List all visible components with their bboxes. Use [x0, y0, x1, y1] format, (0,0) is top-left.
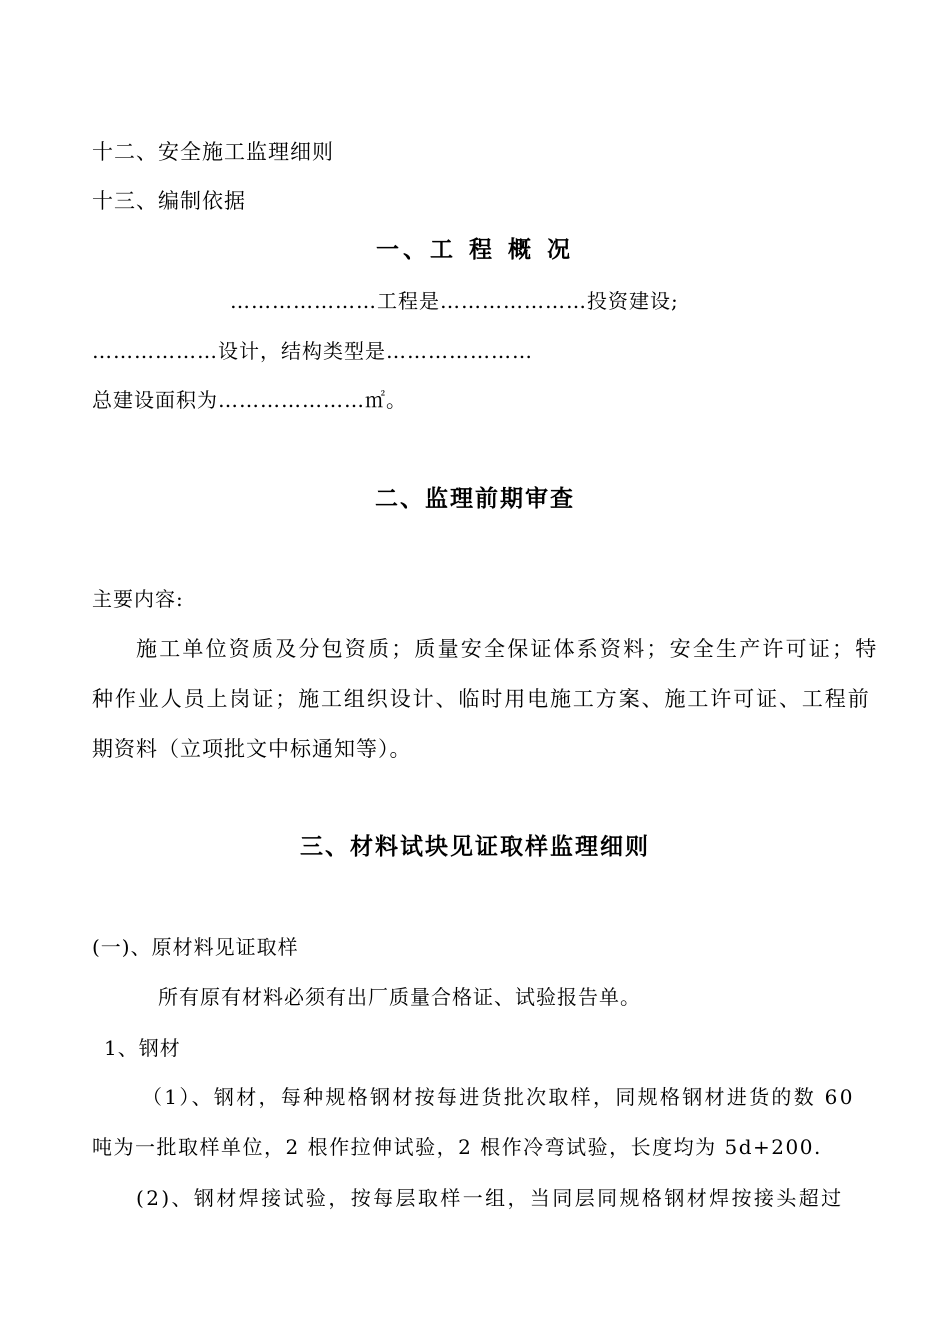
- section-2-paragraph-line-2: 种作业人员上岗证；施工组织设计、临时用电施工方案、施工许可证、工程前: [92, 687, 871, 711]
- section-3-paragraph-1-line-2: 吨为一批取样单位，2 根作拉伸试验，2 根作冷弯试验，长度均为 5d+200.: [92, 1135, 822, 1159]
- section-1-line-1: …………………工程是…………………投资建设;: [230, 289, 679, 313]
- section-3-subheading-1: (一)、原材料见证取样: [92, 935, 299, 959]
- section-3-title: 三、材料试块见证取样监理细则: [300, 833, 650, 860]
- section-2-paragraph-line-3: 期资料（立项批文中标通知等）。: [92, 737, 412, 761]
- section-1-title: 一、工 程 概 况: [375, 236, 575, 263]
- section-3-subheading-1-text: 所有原有材料必须有出厂质量合格证、试验报告单。: [158, 985, 641, 1009]
- section-2-label: 主要内容:: [92, 587, 184, 611]
- section-3-paragraph-2-line-1: (2)、钢材焊接试验，按每层取样一组，当同层同规格钢材焊按接头超过: [136, 1186, 844, 1210]
- section-3-paragraph-1-line-1: （1）、钢材，每种规格钢材按每进货批次取样，同规格钢材进货的数 60: [142, 1085, 855, 1109]
- toc-item-12: 十二、安全施工监理细则: [92, 140, 334, 164]
- section-1-line-3: 总建设面积为…………………㎡。: [92, 388, 407, 412]
- section-1-line-2: ………………设计，结构类型是…………………: [92, 339, 533, 363]
- section-2-paragraph-line-1: 施工单位资质及分包资质；质量安全保证体系资料；安全生产许可证；特: [136, 637, 879, 661]
- section-3-item-1: 1、钢材: [104, 1036, 181, 1060]
- section-2-title: 二、监理前期审查: [375, 485, 575, 512]
- toc-item-13: 十三、编制依据: [92, 189, 246, 213]
